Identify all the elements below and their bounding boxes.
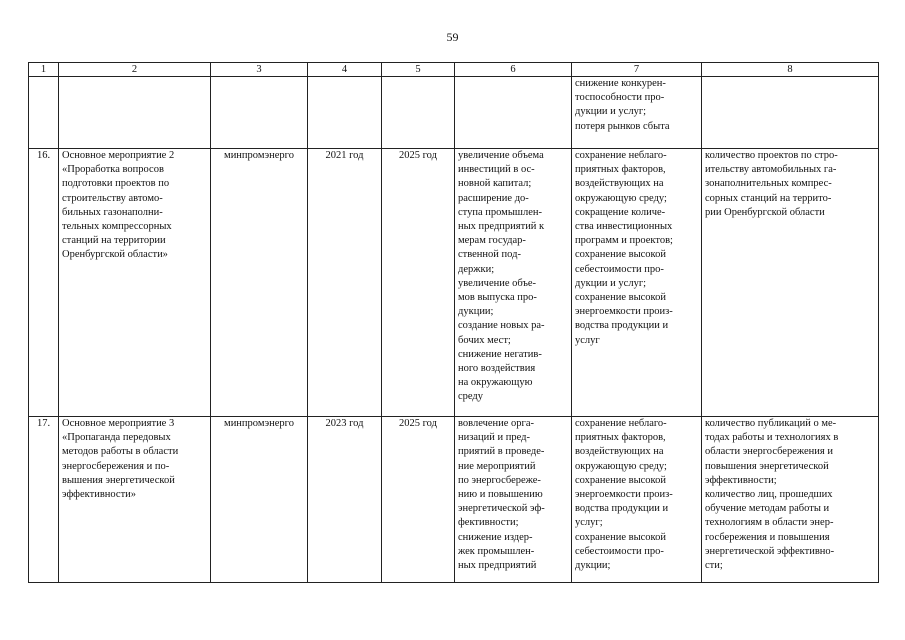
table-row [29,149,879,417]
results-cell: увеличение объема инвестиций в ос- новной капитал; расширение до- ступа промышлен- ных предприятий к мерам государ- ственной под- держки; увеличение объе- мов выпуска про- дукции; создание новых ра- бочих мест; снижение негатив- ного воздействия на окружающую среду [455,149,572,417]
start-year-cell: 2023 год [308,417,382,583]
indicators-cell [702,77,879,149]
row-number-cell: 17. [29,417,59,583]
column-header: 3 [211,63,308,77]
executor-cell: минпромэнерго [211,149,308,417]
column-header: 5 [382,63,455,77]
results-cell [455,77,572,149]
measure-cell: Основное мероприятие 3 «Пропаганда передовых методов работы в области энергосбережения и по- вышения энергетической эффективности» [59,417,211,583]
page-number: 59 [446,30,459,44]
risks-cell: сохранение неблаго- приятных факторов, воздействующих на окружающую среду; сокращение количе- ства инвестиционных программ и проектов; сохранение высокой себестоимости про- дукции и услуг; сохранение высокой энергоемкости произ- водства продукции и услуг [572,149,702,417]
risks-cell: сохранение неблаго- приятных факторов, воздействующих на окружающую среду; сохранение высокой энергоемкости произ- водства продукции и услуг; сохранение высокой себестоимости про- дукции; [572,417,702,583]
executor-cell [211,77,308,149]
column-header: 7 [572,63,702,77]
results-cell: вовлечение орга- низаций и пред- приятий в проведе- ние мероприятий по энергосбереже- нию и повышению энергетической эф- фективности; снижение издер- жек промышлен- ных предприятий [455,417,572,583]
measure-cell [59,77,211,149]
column-header: 4 [308,63,382,77]
table-row [29,417,879,583]
end-year-cell: 2025 год [382,417,455,583]
start-year-cell [308,77,382,149]
start-year-cell: 2021 год [308,149,382,417]
indicators-cell: количество проектов по стро- ительству автомобильных га- зонаполнительных компрес- сорных станций на террито- рии Оренбургской области [702,149,879,417]
measure-cell: Основное мероприятие 2 «Проработка вопросов подготовки проектов по строительству автомо- бильных газонаполни- тельных компрессорных станций на территории Оренбургской области» [59,149,211,417]
table-header-row [29,63,879,77]
table-row [29,77,879,149]
indicators-cell: количество публикаций о ме- тодах работы и технологиях в области энергосбережения и повышения энергетической эффективности; количество лиц, прошедших обучение методам работы и технологиям в области энер- госбережения и повышения энергетической эффективно- сти; [702,417,879,583]
risks-cell: снижение конкурен- тоспособности про- дукции и услуг; потеря рынков сбыта [572,77,702,149]
column-header: 8 [702,63,879,77]
column-header: 1 [29,63,59,77]
column-header: 6 [455,63,572,77]
row-number-cell: 16. [29,149,59,417]
end-year-cell: 2025 год [382,149,455,417]
column-header: 2 [59,63,211,77]
row-number-cell [29,77,59,149]
measures-table [28,62,879,583]
end-year-cell [382,77,455,149]
executor-cell: минпромэнерго [211,417,308,583]
